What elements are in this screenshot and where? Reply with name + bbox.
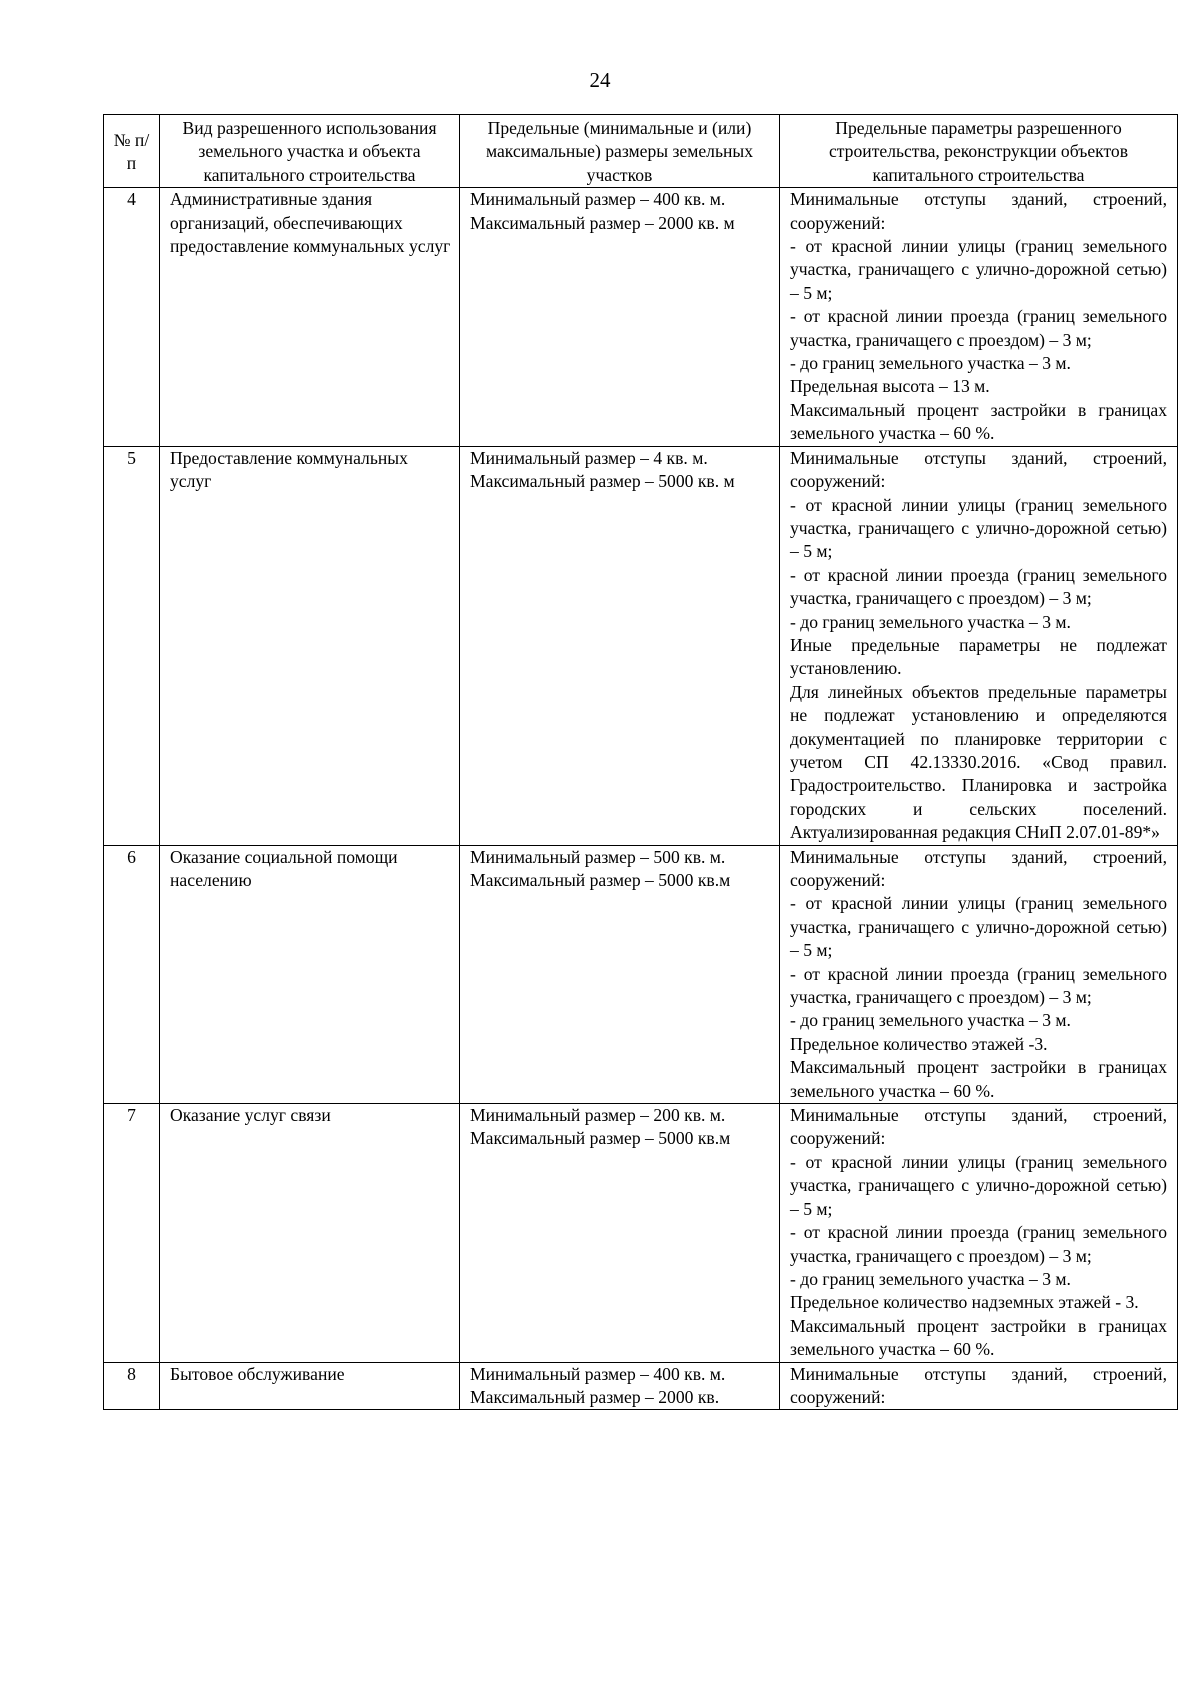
param-line: - до границ земельного участка – 3 м. [790,1010,1071,1031]
param-line: - от красной линии улицы (границ земельного участка, граничащего с улично-дорожной сетью) – 5 м; [790,494,1167,562]
row-use: Предоставление коммунальных услуг [160,446,460,845]
table-header [104,115,1178,188]
size-max: Максимальный размер – 5000 кв. м [470,471,735,492]
param-line: - от красной линии проезда (границ земельного участка, граничащего с проездом) – 3 м; [790,306,1167,350]
header-use: Вид разрешенного использования земельного участка и объекта капитального строительства [160,115,460,188]
size-min: Минимальный размер – 400 кв. м. [470,1363,726,1384]
header-num: № п/п [104,115,160,188]
size-min: Минимальный размер – 500 кв. м. [470,846,726,867]
row-num: 5 [104,446,160,845]
table-row [104,845,1178,1103]
size-min: Минимальный размер – 4 кв. м. [470,447,708,468]
param-line: - от красной линии проезда (границ земельного участка, граничащего с проездом) – 3 м; [790,963,1167,1008]
param-line: Для линейных объектов предельные параметры не подлежат установлению и определяются документацией по планировке территории с учетом СП 42.13330.2016. «Свод правил. Градостроительство. Планировка и застройка городских и сельских поселений. Актуализированная редакция СНиП 2.07.01-89*» [790,681,1167,843]
table-row [104,1104,1178,1362]
table-row [104,1362,1178,1410]
param-line: Минимальные отступы зданий, строений, сооружений: [790,1105,1167,1149]
row-sizes [460,1362,780,1410]
param-line: Минимальные отступы зданий, строений, сооружений: [790,447,1167,492]
param-line: Максимальный процент застройки в границах земельного участка – 60 %. [790,399,1167,444]
param-line: - от красной линии улицы (границ земельного участка, граничащего с улично-дорожной сетью) – 5 м; [790,236,1167,303]
header-row [104,115,1178,188]
param-line: Минимальные отступы зданий, строений, сооружений: [790,846,1167,890]
row-sizes [460,188,780,446]
param-line: - до границ земельного участка – 3 м. [790,353,1071,374]
size-min: Минимальный размер – 400 кв. м. [470,189,726,210]
row-params [780,1362,1178,1410]
size-max: Максимальный размер – 2000 кв. [470,1386,720,1407]
param-line: - от красной линии улицы (границ земельного участка, граничащего с улично-дорожной сетью) – 5 м; [790,893,1167,961]
param-line: Предельное количество этажей -3. [790,1033,1048,1054]
row-use: Оказание социальной помощи населению [160,845,460,1103]
param-line: - от красной линии проезда (границ земельного участка, граничащего с проездом) – 3 м; [790,564,1167,609]
land-use-table [103,114,1178,1410]
param-line: - от красной линии проезда (границ земельного участка, граничащего с проездом) – 3 м; [790,1222,1167,1266]
row-params [780,1104,1178,1362]
size-max: Максимальный размер – 5000 кв.м [470,1128,731,1149]
param-line: Минимальные отступы зданий, строений, сооружений: [790,1363,1167,1407]
row-num: 7 [104,1104,160,1362]
row-sizes [460,845,780,1103]
table-body [104,188,1178,1410]
header-sizes: Предельные (минимальные и (или) максимальные) размеры земельных участков [460,115,780,188]
row-num: 4 [104,188,160,446]
param-line: Иные предельные параметры не подлежат установлению. [790,634,1167,679]
size-max: Максимальный размер – 2000 кв. м [470,212,735,233]
page-number: 24 [589,68,611,92]
row-params [780,845,1178,1103]
row-params [780,446,1178,845]
row-num: 8 [104,1362,160,1410]
param-line: Минимальные отступы зданий, строений, сооружений: [790,189,1167,233]
size-max: Максимальный размер – 5000 кв.м [470,870,731,890]
param-line: Предельное количество надземных этажей - 3. [790,1292,1139,1313]
row-use: Административные здания организаций, обеспечивающих предоставление коммунальных услуг [160,188,460,446]
param-line: - до границ земельного участка – 3 м. [790,1268,1071,1289]
param-line: - от красной линии улицы (границ земельного участка, граничащего с улично-дорожной сетью) – 5 м; [790,1151,1167,1219]
size-min: Минимальный размер – 200 кв. м. [470,1105,726,1126]
header-params: Предельные параметры разрешенного строительства, реконструкции объектов капитального строительства [780,115,1178,188]
param-line: - до границ земельного участка – 3 м. [790,611,1071,632]
param-line: Максимальный процент застройки в границах земельного участка – 60 %. [790,1315,1167,1360]
row-num: 6 [104,845,160,1103]
row-use: Бытовое обслуживание [160,1362,460,1410]
row-params [780,188,1178,446]
row-sizes [460,1104,780,1362]
param-line: Предельная высота – 13 м. [790,376,990,397]
row-sizes [460,446,780,845]
param-line: Максимальный процент застройки в границах земельного участка – 60 %. [790,1057,1167,1101]
table-row [104,188,1178,446]
table-row [104,446,1178,845]
row-use: Оказание услуг связи [160,1104,460,1362]
